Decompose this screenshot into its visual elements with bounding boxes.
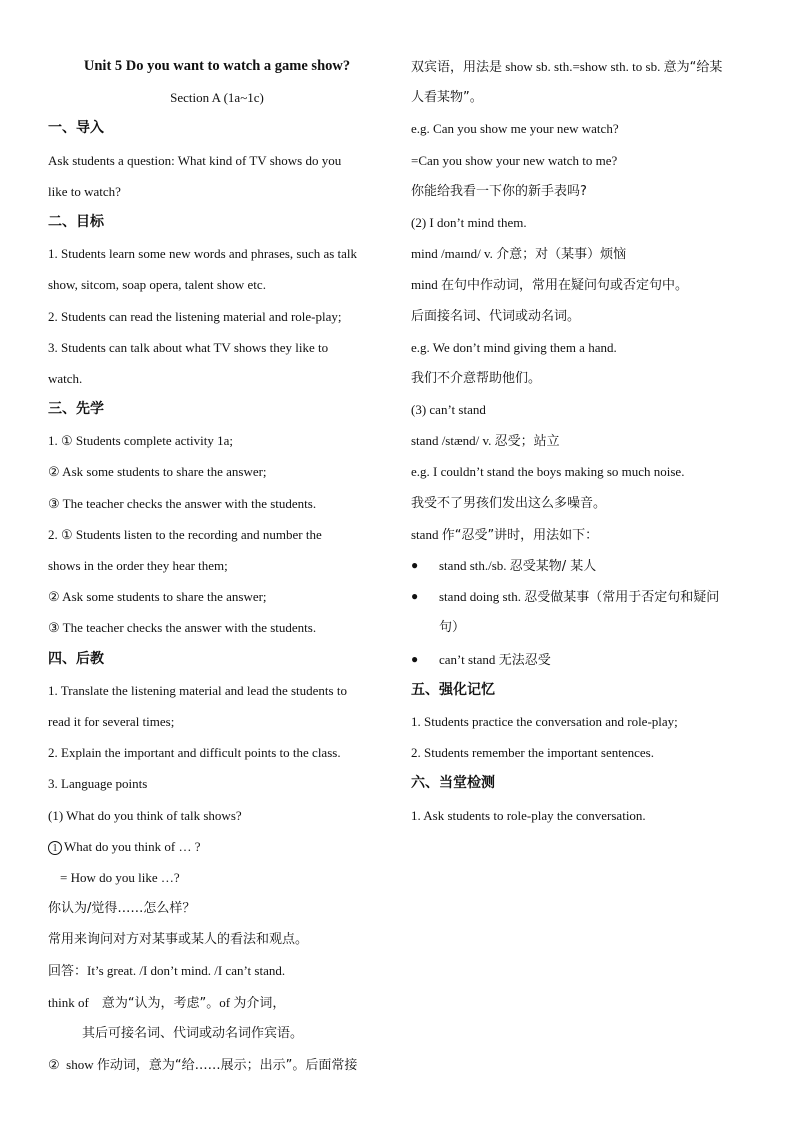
goals-line-5: watch. [48,370,83,386]
word-show: show [66,1057,94,1072]
right-line-14: e.g. I couldn’t stand the boys making so much noise. [411,464,685,480]
r7-part-b: 介意；对（某事）烦恼 [496,247,627,263]
teach-line-6-text: What do you think of … ? [64,838,201,854]
teach-line-7: = How do you like …? [60,869,180,885]
bullet-item-2 [411,581,756,612]
teach-line-8: 你认为/觉得……怎么样？ [48,901,196,917]
goals-line-2: show, sitcom, soap opera, talent show etc. [48,277,266,293]
circled-two: ② [48,1057,60,1072]
goals-line-4: 3. Students can talk about what TV shows they like to [48,339,329,355]
r13-part-b: 忍受；站立 [494,434,560,450]
teach-line-10 [48,955,386,986]
teach-line-9: 常用来询问对方对某事或某人的看法和观点。 [48,932,309,948]
prelearn-line-3: ③ The teacher checks the answer with the students. [48,495,317,511]
b3-part-b: 无法忍受 [498,652,551,668]
prelearn-line-4: 2. ① Students listen to the recording and number the [48,526,322,542]
right-line-15: 我受不了男孩们发出这么多噪音。 [411,495,607,511]
b2-part-a: stand doing sth. [439,589,521,605]
prelearn-line-5: shows in the order they hear them; [48,558,228,573]
phrase-think-of: think of [48,994,89,1010]
r8-part-b: 在句中作动词，常用在疑问句或否定句中。 [440,278,688,294]
goals-line-1: 1. Students learn some new words and phrases, such as talk [48,246,358,262]
right-line-13 [411,425,756,456]
circled-number: 1 [48,841,62,855]
bullet-icon: ● [411,651,419,666]
intro-line-1: Ask students a question: What kind of TV shows do you [48,152,342,168]
prelearn-line-2: ② Ask some students to share the answer; [48,464,267,480]
intro-line-2: like to watch? [48,183,121,199]
right-line-11: 我们不介意帮助他们。 [411,370,542,386]
of-note: 为介词， [233,995,286,1011]
section-heading-goals: 二、目标 [48,213,104,230]
right-line-3: e.g. Can you show me your new watch? [411,121,619,137]
r13-part-a: stand /stænd/ v. [411,433,492,449]
teach-line-5: (1) What do you think of talk shows? [48,807,242,823]
section-heading-prelearn: 三、先学 [48,401,104,418]
b1-part-b: 忍受某物/ 某人 [509,559,597,574]
b2-part-b: 忍受做某事（常用于否定句和疑问 [524,590,720,606]
goals-line-3: 2. Students can read the listening material and role-play; [48,308,342,324]
right-line-12: (3) can’t stand [411,402,486,418]
right-line-7 [411,238,756,269]
reinforce-line-1: 1. Students practice the conversation and role-play; [411,713,678,729]
prelearn-line-7: ③ The teacher checks the answer with the students. [48,620,317,636]
right-line-9: 后面接名词、代词或动名词。 [411,308,581,324]
prelearn-line-1: 1. ① Students complete activity 1a; [48,433,233,449]
right-line-5: 你能给我看一下你的新手表吗? [411,183,587,199]
prelearn-line-6: ② Ask some students to share the answer; [48,589,267,605]
page-title: Unit 5 Do you want to watch a game show? [83,58,351,74]
think-of-meaning: 意为“认为，考虑”。 [101,995,220,1011]
teach-line-13 [48,1049,386,1080]
right-column [411,51,756,831]
teach-line-12: 其后可接名词、代词或动名词作宾语。 [82,1025,304,1041]
section-heading-intro: 一、导入 [48,120,104,137]
r1-part-b: show sb. sth.=show sth. to sb. [505,59,661,74]
b3-part-a: can’t stand [439,651,496,667]
left-column [48,51,386,1080]
right-line-2: 人看某物”。 [411,90,483,106]
show-usage: 作动词，意为“给……展示；出示”。后面常接 [96,1058,358,1073]
r7-part-a: mind /maɪnd/ v. [411,246,493,262]
teach-line-1: 1. Translate the listening material and lead the students to [48,682,347,698]
right-line-6: (2) I don’t mind them. [411,214,527,230]
bullet-icon: ● [411,589,419,604]
word-of: of [219,994,231,1010]
r16-part-b: 作“忍受”讲时，用法如下： [441,527,599,543]
section-heading-teach: 四、后教 [48,650,104,667]
r16-part-a: stand [411,526,439,542]
teach-line-4: 3. Language points [48,776,148,792]
teach-line-2: read it for several times; [48,713,175,729]
b1-part-a: stand sth./sb. [439,558,507,573]
section-heading-check: 六、当堂检测 [411,775,495,792]
section-heading-reinforce: 五、强化记忆 [411,681,495,698]
r8-part-a: mind [411,277,438,293]
right-line-1 [411,51,756,82]
check-line-1: 1. Ask students to role-play the conversation. [411,807,646,823]
bullet-item-1 [411,550,756,581]
reinforce-line-2: 2. Students remember the important sentences. [411,745,654,761]
bullet-item-2-continued: 句） [439,620,466,636]
right-line-10: e.g. We don’t mind giving them a hand. [411,339,617,355]
bullet-item-3 [411,644,756,675]
right-line-4: =Can you show your new watch to me? [411,152,618,168]
r1-part-a: 双宾语，用法是 [411,60,503,75]
teach-line-11 [48,987,386,1018]
right-line-8 [411,269,756,300]
answer-label: 回答： [48,964,88,980]
bullet-icon: ● [411,558,419,572]
answer-text: It’s great. /I don’t mind. /I can’t stand. [87,963,286,979]
teach-line-6 [48,831,386,862]
r1-part-c: 意为“给某 [663,60,723,75]
page-subtitle: Section A (1a~1c) [170,90,264,106]
right-line-16 [411,519,756,550]
teach-line-3: 2. Explain the important and difficult points to the class. [48,745,341,761]
